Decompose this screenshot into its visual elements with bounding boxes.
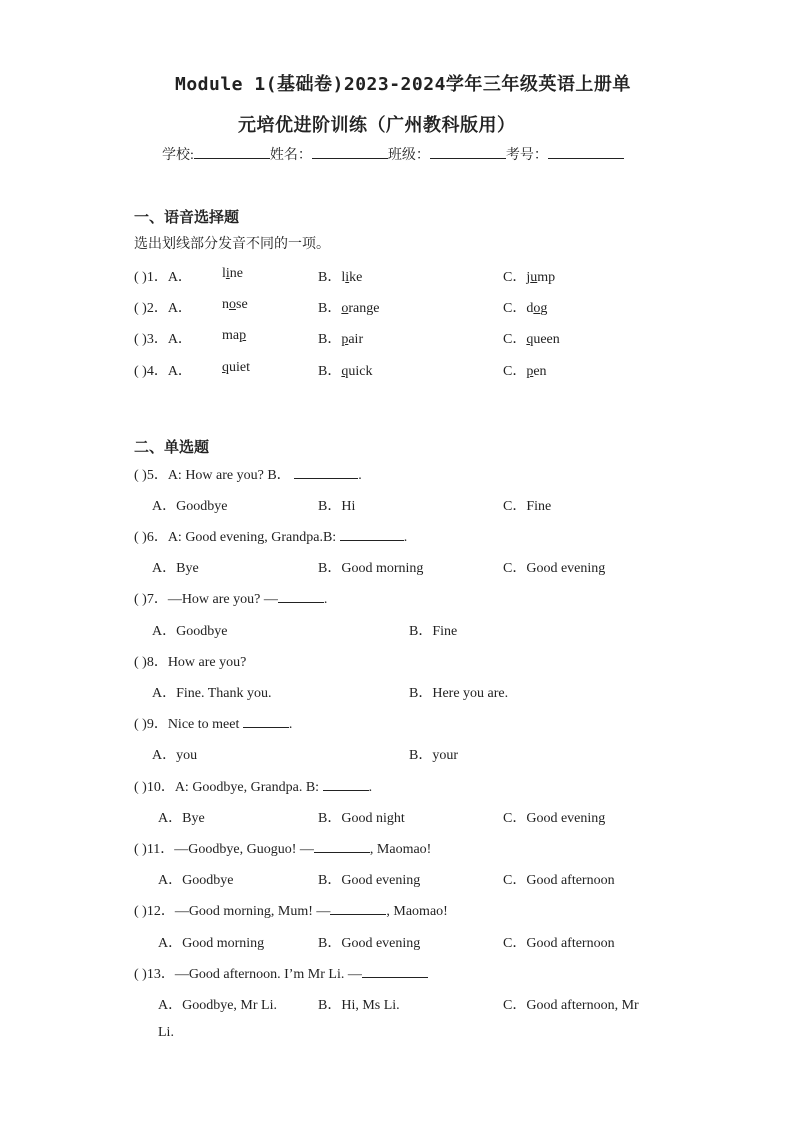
word-part: l [341,270,346,285]
question-5-stem: ( )5．A: How are you? B． [134,468,291,483]
question-13-stem: ( )13．—Good afternoon. I’m Mr Li. — [134,967,362,982]
word-part: ueen [533,332,560,347]
underlined-letter: o [341,301,349,316]
option-c[interactable] [503,360,547,380]
word-part: ma [222,328,240,343]
word-part: g [540,301,548,316]
question-11 [134,838,431,858]
option-c[interactable]: C．Good evening [503,561,606,576]
option-c[interactable]: C．Good afternoon [503,873,615,888]
question-number: ( )2．A． [134,301,192,316]
word-part: uiet [229,360,250,375]
name-label: 姓名： [269,148,312,163]
option-a-word[interactable] [222,297,248,313]
underlined-letter: q [222,360,229,375]
question-7-stem: ( )7．—How are you? — [134,592,278,607]
option-a[interactable]: A．Fine. Thank you. [152,686,272,701]
option-b[interactable] [318,297,379,317]
underlined-letter: o [533,301,541,316]
word-part: en [533,364,547,379]
number-field[interactable] [548,144,624,159]
word-part: j [526,270,531,285]
option-a-word[interactable] [222,266,243,282]
school-field[interactable] [194,144,270,159]
option-c-continued: Li. [158,1025,174,1040]
answer-blank[interactable] [294,466,358,479]
option-b[interactable]: B．Good night [318,811,405,826]
question-8 [134,651,246,671]
answer-blank[interactable] [323,778,369,791]
class-label: 班级： [387,148,430,163]
underlined-letter: u [530,270,538,285]
option-b[interactable] [318,360,372,380]
word-part: range [348,301,380,316]
option-a[interactable]: A．Good morning [158,936,265,951]
option-label: B． [318,270,342,285]
option-a[interactable]: A．you [152,748,198,763]
question-9-stem: ( )9．Nice to meet [134,717,240,732]
option-b[interactable]: B．Fine [409,624,458,639]
question-6-stem: ( )6．A: Good evening, Grandpa.B: [134,530,337,545]
option-c[interactable]: C．Good afternoon, Mr [503,998,639,1013]
answer-blank[interactable] [314,840,370,853]
option-label: C． [503,332,527,347]
option-b[interactable]: B．Hi [318,499,356,514]
title-line-2: 元培优进阶训练（广州教科版用） [238,115,516,136]
question-5 [134,464,362,484]
question-10-stem: ( )10．A: Goodbye, Grandpa. B: [134,780,320,795]
option-label: C． [503,270,527,285]
word-part: ke [349,270,363,285]
punct: , Maomao! [386,904,448,919]
option-b[interactable]: B．Good evening [318,873,421,888]
option-a-word[interactable] [222,360,250,376]
option-label: B． [318,364,342,379]
option-label: B． [318,332,342,347]
underlined-letter: q [341,364,349,379]
word-part: ne [229,266,243,281]
option-b[interactable]: B．Here you are. [409,686,509,701]
underlined-letter: p [239,328,247,343]
option-c[interactable] [503,266,555,286]
punct: , Maomao! [369,842,432,857]
punct: . [358,468,362,483]
question-12-stem: ( )12．—Good morning, Mum! — [134,904,331,919]
option-b[interactable]: B．Hi, Ms Li. [318,998,400,1013]
option-b[interactable]: B．Good evening [318,936,421,951]
option-a[interactable]: A．Bye [158,811,205,826]
question-13 [134,963,428,983]
underlined-letter: o [229,297,236,312]
underlined-letter: q [526,332,534,347]
punct: . [323,592,328,607]
option-b[interactable] [318,328,363,348]
underlined-letter: i [345,270,350,285]
option-a[interactable]: A．Goodbye [152,499,228,514]
word-part: mp [537,270,556,285]
word-part: d [526,301,534,316]
option-c[interactable]: C．Good afternoon [503,936,615,951]
option-b[interactable] [318,266,362,286]
word-part: uick [348,364,373,379]
option-c[interactable] [503,297,547,317]
question-6 [134,526,407,546]
option-label: C． [503,301,527,316]
question-number: ( )1．A． [134,270,192,285]
answer-blank[interactable] [330,902,386,915]
option-a[interactable]: A．Goodbye, Mr Li. [158,998,277,1013]
option-a[interactable]: A．Goodbye [152,624,228,639]
question-9 [134,713,292,733]
name-field[interactable] [312,144,388,159]
school-label: 学校: [162,148,194,163]
underlined-letter: i [225,266,230,281]
option-b[interactable]: B．your [409,748,458,763]
punct: . [403,530,408,545]
number-label: 考号： [505,148,548,163]
answer-blank[interactable] [278,590,324,603]
underlined-letter: p [341,332,349,347]
option-c[interactable] [503,328,560,348]
question-12 [134,900,448,920]
class-field[interactable] [430,144,506,159]
option-a-word[interactable] [222,328,246,344]
answer-blank[interactable] [340,528,404,541]
punct: . [288,717,293,732]
option-b[interactable]: B．Good morning [318,561,424,576]
option-c[interactable]: C．Fine [503,499,552,514]
question-7 [134,588,327,608]
underlined-letter: p [526,364,534,379]
answer-blank[interactable] [362,965,428,978]
title-line-1: Module 1(基础卷)2023-2024学年三年级英语上册单 [175,74,631,95]
option-a[interactable]: A．Goodbye [158,873,234,888]
answer-blank[interactable] [243,715,289,728]
option-label: B． [318,301,342,316]
punct: . [368,780,373,795]
question-8-stem: ( )8．How are you? [134,655,247,670]
option-c[interactable]: C．Good evening [503,811,606,826]
word-part: l [222,266,226,281]
question-number: ( )3．A． [134,332,192,347]
student-info-fields [162,144,624,164]
word-part: n [222,297,229,312]
section-1-instruction: 选出划线部分发音不同的一项。 [134,236,330,252]
word-part: se [236,297,248,312]
question-number: ( )4．A． [134,364,192,379]
option-label: C． [503,364,527,379]
question-11-stem: ( )11．—Goodbye, Guoguo! — [134,842,314,857]
option-a[interactable]: A．Bye [152,561,199,576]
word-part: air [348,332,364,347]
question-10 [134,776,372,796]
section-1-heading: 一、语音选择题 [134,208,240,226]
section-2-heading: 二、单选题 [134,438,210,456]
